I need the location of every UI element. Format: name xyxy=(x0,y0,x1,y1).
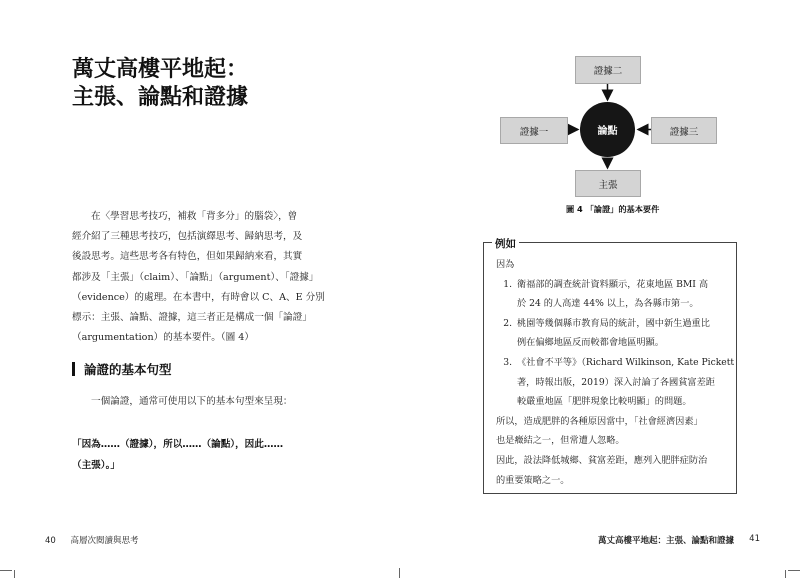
item-line: 於 24 的人高達 44% 以上，為各縣市第一。 xyxy=(517,298,699,310)
claim-label: 主張 xyxy=(598,179,618,191)
so-line: 所以，造成肥胖的各種原因當中，「社會經濟因素」 xyxy=(496,415,703,427)
body-line: 都涉及「主張」（claim）、「論點」（argument）、「證據」 xyxy=(72,271,319,283)
crop-mark xyxy=(0,570,12,571)
right-page xyxy=(400,0,800,578)
evidence-two-box xyxy=(575,56,641,84)
therefore-line: 因此，設法降低城鄉、貧富差距，應列入肥胖症防治 xyxy=(496,454,708,466)
body-line: （argumentation）的基本要件。（圖 4） xyxy=(72,332,254,344)
section-heading xyxy=(72,360,172,378)
running-head-right: 萬丈高樓平地起：主張、論點和證據 xyxy=(597,536,734,546)
argument-label: 論點 xyxy=(597,126,618,137)
body-line: 在〈學習思考技巧，補救「背多分」的腦袋〉，曾 xyxy=(91,211,298,222)
item-number: 1. xyxy=(503,278,512,290)
evidence-one-box xyxy=(500,117,568,144)
chapter-title xyxy=(72,56,248,112)
chapter-title-line-2: 主張、論點和證據 xyxy=(72,85,249,110)
running-head-left: 高層次閱讀與思考 xyxy=(70,536,139,546)
example-tag: 例如 xyxy=(492,236,519,251)
item-line: 衛福部的調查統計資料顯示，花東地區 BMI 高 xyxy=(517,278,709,290)
body-line: （evidence）的處理。在本書中，有時會以 C、A、E 分別 xyxy=(72,291,325,303)
intro-sentence: 一個論證，通常可使用以下的基本句型來呈現： xyxy=(91,396,293,407)
evidence-item xyxy=(496,353,735,412)
item-number: 3. xyxy=(503,356,512,368)
therefore-line: 的重要策略之一。 xyxy=(496,474,570,486)
body-line: 標示：主張、論點、證據，這三者正是構成一個「論證」 xyxy=(72,312,312,324)
item-line: 例在偏鄉地區反而較都會地區明顯。 xyxy=(517,337,664,349)
pattern-line: 「因為……（證據），所以……（論點），因此…… xyxy=(72,439,284,450)
item-line: 桃園等幾個縣市教育局的統計，國中新生過重比 xyxy=(517,317,710,329)
evidence-item xyxy=(496,275,724,314)
evidence-three-box xyxy=(651,117,717,144)
so-line: 也是癥結之一，但常遭人忽略。 xyxy=(496,435,625,447)
page-number-right: 41 xyxy=(749,534,760,544)
evidence-one-label: 證據一 xyxy=(519,126,549,138)
body-line: 經介紹了三種思考技巧，包括演繹思考、歸納思考，及 xyxy=(72,231,303,243)
item-line: 著，時報出版，2019）深入討論了各國貧富差距 xyxy=(517,376,715,388)
crop-mark xyxy=(788,570,800,571)
item-line: 較嚴重地區「肥胖現象比較明顯」的問題。 xyxy=(517,396,692,408)
body-paragraph xyxy=(72,207,334,348)
item-line: 《社會不平等》（Richard Wilkinson, Kate Pickett xyxy=(517,356,735,368)
claim-box xyxy=(575,170,641,197)
item-number: 2. xyxy=(503,317,512,329)
pattern-line: （主張）。」 xyxy=(72,460,120,471)
left-folio xyxy=(45,534,139,546)
evidence-item xyxy=(496,314,724,353)
body-line: 後設思考。這些思考各有特色，但如果歸納來看，其實 xyxy=(72,251,303,263)
crop-mark xyxy=(14,570,15,578)
example-body xyxy=(496,255,735,490)
section-heading-text: 論證的基本句型 xyxy=(84,362,172,377)
example-box xyxy=(483,238,737,494)
sentence-pattern xyxy=(72,434,334,476)
chapter-title-line-1: 萬丈高樓平地起： xyxy=(72,57,249,82)
crop-mark xyxy=(785,570,786,578)
page-number-left: 40 xyxy=(45,536,56,546)
evidence-three-label: 證據三 xyxy=(669,126,699,138)
crop-mark xyxy=(399,568,400,578)
argument-circle xyxy=(580,102,635,157)
heading-bar xyxy=(72,362,75,376)
figure-caption: 圖 4 「論證」的基本要件 xyxy=(566,204,660,214)
evidence-two-label: 證據二 xyxy=(593,66,623,77)
because-label: 因為 xyxy=(496,259,515,270)
